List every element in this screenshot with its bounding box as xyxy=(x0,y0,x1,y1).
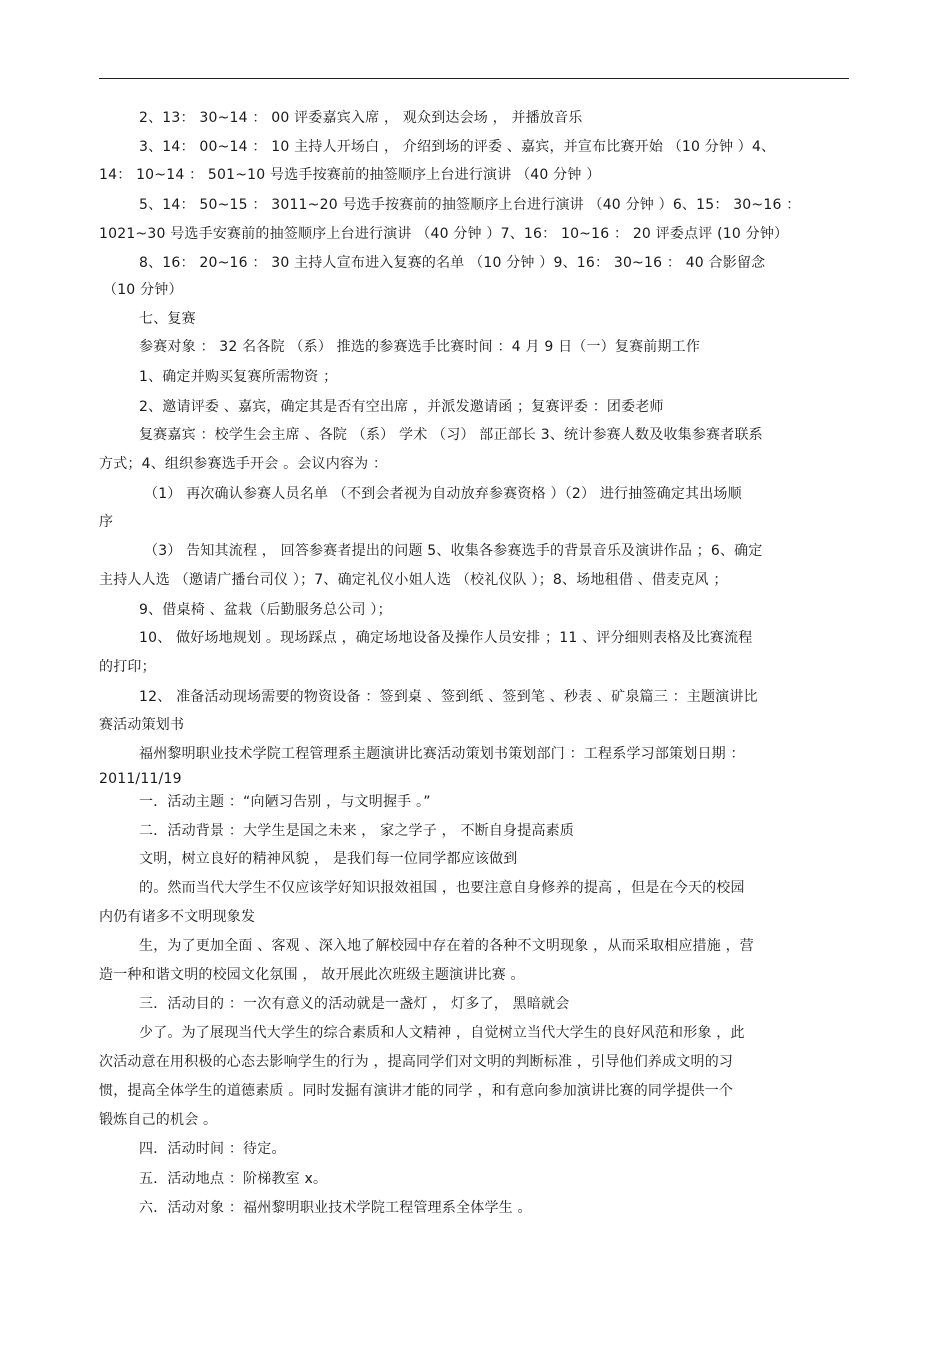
text-line: 2、13： 30~14 ： 00 评委嘉宾入席 ， 观众到达会场 ， 并播放音乐 xyxy=(139,110,583,126)
text-line: 锻炼自己的机会 。 xyxy=(99,1112,218,1128)
text-line: 福州黎明职业技术学院工程管理系主题演讲比赛活动策划书策划部门 ：工程系学习部策划日期 ： xyxy=(139,746,745,762)
text-line: 序 xyxy=(99,514,114,530)
text-line: 参赛对象 ： 32 名各院 （系） 推选的参赛选手比赛时间 ：4 月 9 日（一）复赛前期工作 xyxy=(139,339,701,355)
text-line: 2、邀请评委 、嘉宾，确定其是否有空出席 ，并派发邀请函 ；复赛评委 ：团委老师 xyxy=(139,399,664,415)
text-line: 文明，树立良好的精神风貌 ， 是我们每一位同学都应该做到 xyxy=(139,851,518,867)
text-line: 四．活动时间 ：待定。 xyxy=(139,1141,286,1157)
text-line: 10、 做好场地规划 。现场踩点 ，确定场地设备及操作人员安排 ；11 、评分细则表格及比赛流程 xyxy=(139,630,753,646)
text-line: 少了。为了展现当代大学生的综合素质和人文精神 ，自觉树立当代大学生的良好风范和形象 ，此 xyxy=(139,1025,745,1041)
text-line: 的。然而当代大学生不仅应该学好知识报效祖国 ，也要注意自身修养的提高 ，但是在今天的校园 xyxy=(139,880,745,896)
section-heading: 七、复赛 xyxy=(139,311,196,327)
text-line: 8、16： 20~16 ： 30 主持人宣布进入复赛的名单 （10 分钟 ）9、16： 30~16 ： 40 合影留念 xyxy=(139,255,766,271)
text-line: 二．活动背景 ：大学生是国之未来 ， 家之学子 ， 不断自身提高素质 xyxy=(139,823,575,839)
text-line: 14： 10~14 ： 501~10 号选手按赛前的抽签顺序上台进行演讲 （40 分钟 ） xyxy=(99,167,601,183)
text-line: 赛活动策划书 xyxy=(99,717,185,733)
text-line: 五．活动地点 ：阶梯教室 x。 xyxy=(139,1171,328,1187)
text-line: 1021~30 号选手安赛前的抽签顺序上台进行演讲 （40 分钟 ）7、16： 10~16 ： 20 评委点评 (10 分钟） xyxy=(99,226,789,242)
text-line: 2011/11/19 xyxy=(99,771,182,787)
text-line: 造一种和谐文明的校园文化氛围 ， 故开展此次班级主题演讲比赛 。 xyxy=(99,967,525,983)
text-line: 次活动意在用积极的心态去影响学生的行为 ，提高同学们对文明的判断标准 ，引导他们养成文明的习 xyxy=(99,1054,734,1070)
text-line: 惯，提高全体学生的道德素质 。同时发掘有演讲才能的同学 ，和有意向参加演讲比赛的同学提供一个 xyxy=(99,1083,734,1099)
text-line: （1） 再次确认参赛人员名单 （不到会者视为自动放弃参赛资格 ）（2） 进行抽签确定其出场顺 xyxy=(144,486,742,502)
text-line: 三．活动目的 ：一次有意义的活动就是一盏灯 ， 灯多了， 黑暗就会 xyxy=(139,996,570,1012)
text-line: 12、 准备活动现场需要的物资设备 ：签到桌 、签到纸 、签到笔 、秒表 、矿泉篇三 ：主题演讲比 xyxy=(139,689,758,705)
text-line: 一．活动主题 ：“向陋习告别 ，与文明握手 。” xyxy=(139,794,431,810)
text-line: 5、14： 50~15 ： 3011~20 号选手按赛前的抽签顺序上台进行演讲 （40 分钟 ）6、15： 30~16 ： xyxy=(139,197,801,213)
text-line: 3、14： 00~14 ： 10 主持人开场白 ， 介绍到场的评委 、嘉宾，并宣布比赛开始 （10 分钟 ）4、 xyxy=(139,139,776,155)
text-line: 方式；4、组织参赛选手开会 。会议内容为 ： xyxy=(99,456,388,472)
header-rule xyxy=(99,78,849,79)
text-line: （3） 告知其流程 ， 回答参赛者提出的问题 5、收集各参赛选手的背景音乐及演讲作品 ；6、确定 xyxy=(144,543,763,559)
text-line: 六．活动对象 ：福州黎明职业技术学院工程管理系全体学生 。 xyxy=(139,1200,532,1216)
text-line: 的打印； xyxy=(99,659,156,675)
text-line: 生，为了更加全面 、客观 、深入地了解校园中存在着的各种不文明现象 ，从而采取相应措施 ，营 xyxy=(139,938,754,954)
text-line: 内仍有诸多不文明现象发 xyxy=(99,909,256,925)
text-line: （10 分钟） xyxy=(103,282,183,298)
text-line: 9、借桌椅 、盆栽（后勤服务总公司 ）； xyxy=(139,602,392,618)
text-line: 1、确定并购买复赛所需物资 ； xyxy=(139,369,338,385)
text-line: 主持人人选 （邀请广播台司仪 ）；7、确定礼仪小姐人选 （校礼仪队 ）；8、场地租借 、借麦克风 ； xyxy=(99,572,728,588)
text-line: 复赛嘉宾 ：校学生会主席 、各院 （系） 学术 （习） 部正部长 3、统计参赛人数及收集参赛者联系 xyxy=(139,427,763,443)
